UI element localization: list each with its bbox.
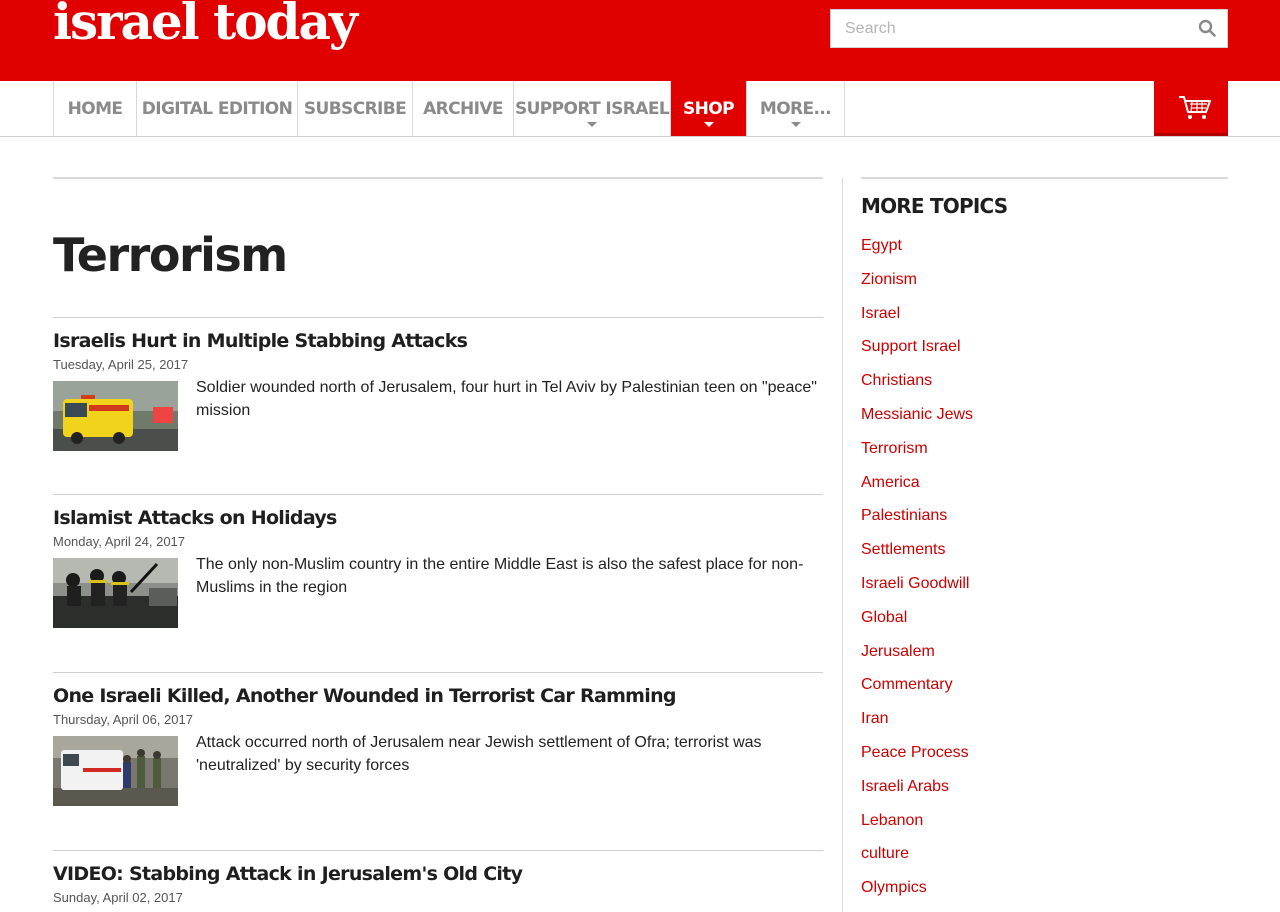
article-summary: Soldier wounded north of Jerusalem, four hurt in Tel Aviv by Palestinian teen on "peace" mission [196, 379, 817, 419]
topic-link-iran[interactable]: Iran [861, 710, 889, 728]
sidebar-heading: MORE TOPICS [861, 194, 1008, 218]
article-date: Sunday, April 02, 2017 [53, 890, 183, 905]
militants-photo [53, 558, 178, 628]
article-thumbnail[interactable] [53, 736, 178, 806]
article-title[interactable]: One Israeli Killed, Another Wounded in Terrorist Car Ramming [53, 685, 676, 707]
nav-home-label: HOME [67, 98, 123, 119]
nav-shop-label: SHOP [683, 98, 734, 119]
topic-link-egypt[interactable]: Egypt [861, 237, 902, 254]
topic-link-messianic-jews[interactable]: Messianic Jews [861, 405, 974, 423]
topic-link-palestinians[interactable]: Palestinians [861, 507, 948, 525]
nav-support-israel[interactable] [514, 81, 671, 136]
nav-shop[interactable] [671, 81, 747, 136]
header-bar [0, 0, 1280, 81]
nav-subscribe[interactable] [298, 81, 413, 136]
site-logo[interactable]: israel today [53, 0, 356, 51]
nav-subscribe-label: SUBSCRIBE [303, 98, 407, 119]
article-date: Thursday, April 06, 2017 [53, 712, 193, 727]
shopping-cart-icon [1178, 95, 1212, 121]
nav-support-israel-label: SUPPORT ISRAEL [514, 98, 670, 119]
main-nav-bar [0, 81, 1280, 137]
ambulance-photo [53, 381, 178, 451]
sidebar-divider [842, 178, 843, 912]
nav-digital-edition[interactable] [137, 81, 298, 136]
topic-link-terrorism[interactable]: Terrorism [861, 439, 928, 457]
cart-button[interactable] [1154, 81, 1228, 136]
article-item [53, 850, 823, 912]
nav-archive[interactable] [413, 81, 514, 136]
chevron-down-icon [704, 122, 714, 127]
chevron-down-icon [791, 122, 801, 127]
nav-more-label: MORE... [759, 98, 832, 119]
topic-link-commentary[interactable]: Commentary [861, 676, 953, 694]
topic-link-support-israel[interactable]: Support Israel [861, 338, 961, 356]
article-date: Monday, April 24, 2017 [53, 534, 186, 549]
article-title[interactable]: VIDEO: Stabbing Attack in Jerusalem's Old City [53, 863, 523, 885]
attack-scene-photo [53, 736, 178, 806]
chevron-down-icon [587, 122, 597, 127]
topic-link-jerusalem[interactable]: Jerusalem [861, 642, 935, 660]
search-icon[interactable] [1198, 19, 1216, 37]
topic-link-israel[interactable]: Israel [861, 304, 901, 322]
topic-link-settlements[interactable]: Settlements [861, 541, 946, 559]
article-title[interactable]: Islamist Attacks on Holidays [53, 507, 337, 529]
article-summary: The only non-Muslim country in the entire Middle East is also the safest place for non-Muslims in the region [196, 556, 804, 596]
topic-link-zionism[interactable]: Zionism [861, 270, 918, 288]
article-item [53, 494, 823, 671]
topic-link-culture[interactable]: culture [861, 845, 910, 863]
article-item [53, 672, 823, 849]
topic-link-lebanon[interactable]: Lebanon [861, 811, 924, 829]
nav-more[interactable] [747, 81, 845, 136]
nav-digital-edition-label: DIGITAL EDITION [141, 98, 293, 119]
topic-link-christians[interactable]: Christians [861, 372, 933, 390]
sidebar-top-rule [861, 177, 1228, 179]
topic-link-global[interactable]: Global [861, 608, 908, 626]
article-thumbnail[interactable] [53, 558, 178, 628]
topic-link-israeli-arabs[interactable]: Israeli Arabs [861, 777, 950, 795]
article-thumbnail[interactable] [53, 381, 178, 451]
article-item [53, 317, 823, 494]
nav-archive-label: ARCHIVE [423, 98, 503, 119]
nav-home[interactable] [54, 81, 137, 136]
topics-list [861, 235, 973, 911]
content-top-rule [53, 177, 823, 179]
topic-link-america[interactable]: America [861, 473, 920, 491]
search-input[interactable] [831, 10, 1191, 47]
topic-link-israeli-goodwill[interactable]: Israeli Goodwill [861, 574, 970, 592]
topic-link-peace-process[interactable]: Peace Process [861, 743, 969, 761]
article-summary: Attack occurred north of Jerusalem near Jewish settlement of Ofra; terrorist was 'neutralized' by security forces [196, 734, 762, 774]
article-title[interactable]: Israelis Hurt in Multiple Stabbing Attacks [53, 330, 468, 352]
topic-link-olympics[interactable]: Olympics [861, 879, 927, 897]
search-box [830, 9, 1228, 48]
main-nav [53, 81, 845, 136]
article-date: Tuesday, April 25, 2017 [53, 357, 189, 372]
page-title: Terrorism [53, 228, 287, 282]
